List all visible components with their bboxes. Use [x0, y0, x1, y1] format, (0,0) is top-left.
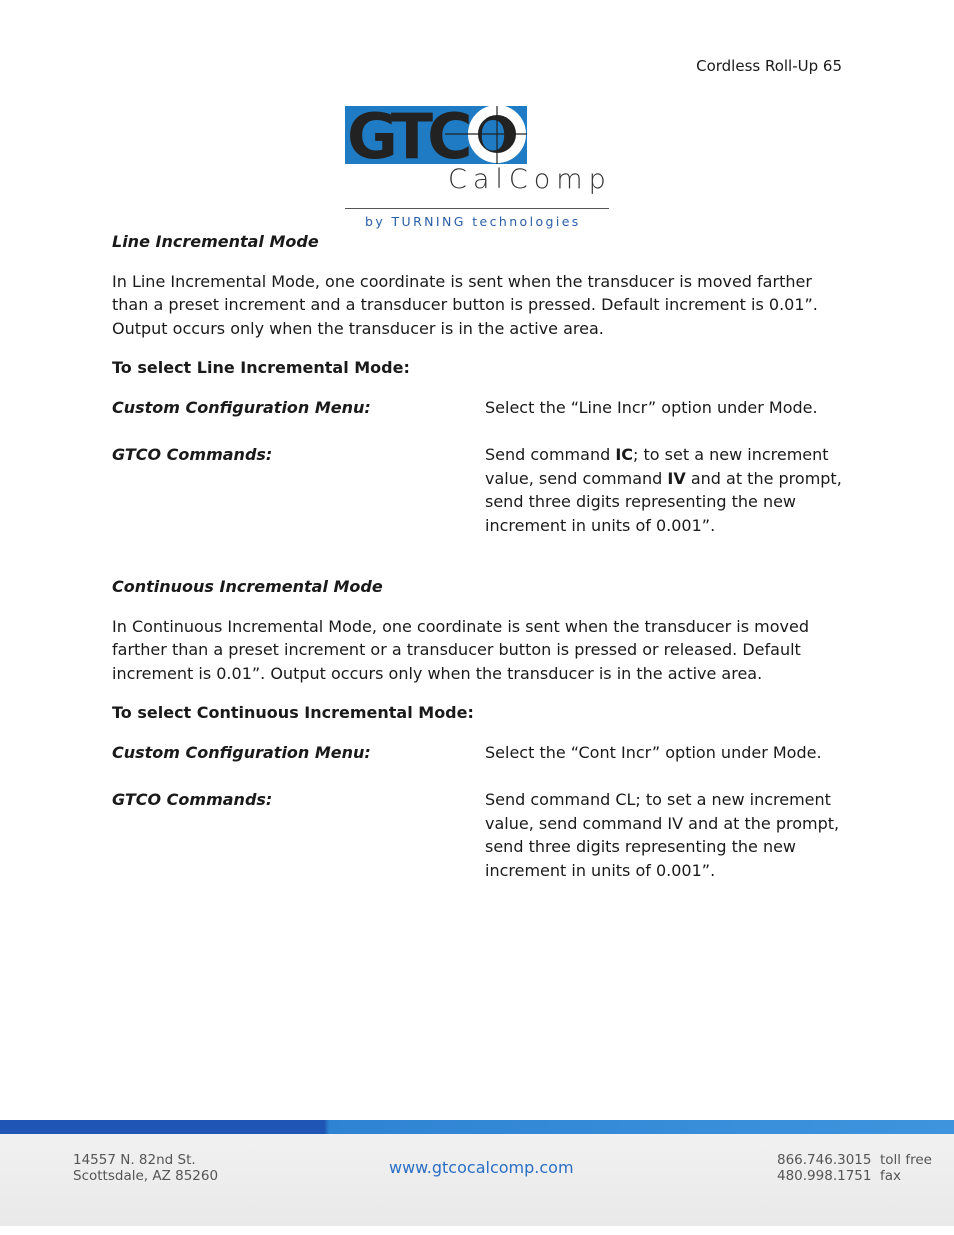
tollfree-number: 866.746.3015: [777, 1152, 872, 1168]
logo-tagline: by TURNING technologies: [365, 214, 581, 229]
address-line: 14557 N. 82nd St.: [73, 1152, 196, 1168]
page-footer: [0, 1120, 954, 1226]
command-code: IV: [667, 468, 686, 488]
footer-phone-labels: [880, 1152, 932, 1184]
company-logo: [343, 78, 613, 233]
section-title-line-incremental: Line Incremental Mode: [112, 232, 319, 251]
commands-row: [112, 443, 847, 537]
commands-value: Send command CL; to set a new increment value, send command IV and at the prompt, send three digits representing the new increment in units of 0.001”.: [485, 790, 840, 880]
menu-row: [112, 741, 847, 765]
commands-text: and at the prompt, send three digits representing the new increment in units of 0.001”.: [485, 468, 842, 535]
footer-website-link[interactable]: www.gtcocalcomp.com: [389, 1158, 574, 1177]
command-code: IC: [615, 445, 634, 464]
section-title-continuous-incremental: Continuous Incremental Mode: [112, 577, 383, 596]
commands-label: GTCO Commands:: [112, 790, 273, 809]
address-line: Scottsdale, AZ 85260: [73, 1168, 219, 1184]
select-heading: To select Continuous Incremental Mode:: [112, 703, 474, 722]
fax-label: fax: [880, 1168, 902, 1184]
commands-text: ; to set a new increment value, send command: [485, 445, 829, 488]
gtco-logo-text: GTCO: [347, 106, 514, 164]
menu-label: Custom Configuration Menu:: [112, 742, 371, 762]
gtco-logo-mark: [345, 106, 527, 164]
main-content: [112, 230, 847, 882]
footer-phone-numbers: [777, 1152, 871, 1184]
page-header: Cordless Roll-Up 65: [696, 57, 842, 75]
menu-label: Custom Configuration Menu:: [112, 397, 371, 417]
commands-row: [112, 788, 847, 882]
footer-address: [73, 1152, 218, 1184]
select-heading: To select Line Incremental Mode:: [112, 358, 410, 377]
menu-value: Select the “Cont Incr” option under Mode.: [485, 742, 822, 762]
logo-divider: [345, 208, 609, 209]
calcomp-logo-text: CalComp: [448, 164, 612, 195]
section-description: In Line Incremental Mode, one coordinate is sent when the transducer is moved farther than a preset increment and a transducer button is pressed. Default increment is 0.01”. Output occurs only when the transducer is in the active area.: [112, 271, 818, 338]
menu-row: [112, 396, 847, 420]
tollfree-label: toll free: [880, 1152, 932, 1168]
commands-label: GTCO Commands:: [112, 445, 273, 464]
footer-color-bar: [0, 1120, 954, 1134]
menu-value: Select the “Line Incr” option under Mode.: [485, 397, 818, 417]
commands-value: [485, 443, 847, 537]
commands-text: Send command: [485, 445, 616, 464]
section-description: In Continuous Incremental Mode, one coordinate is sent when the transducer is moved farther than a preset increment or a transducer button is pressed or released. Default increment is 0.01”. Output occurs only when the transducer is in the active area.: [112, 616, 809, 683]
fax-number: 480.998.1751: [777, 1168, 872, 1184]
